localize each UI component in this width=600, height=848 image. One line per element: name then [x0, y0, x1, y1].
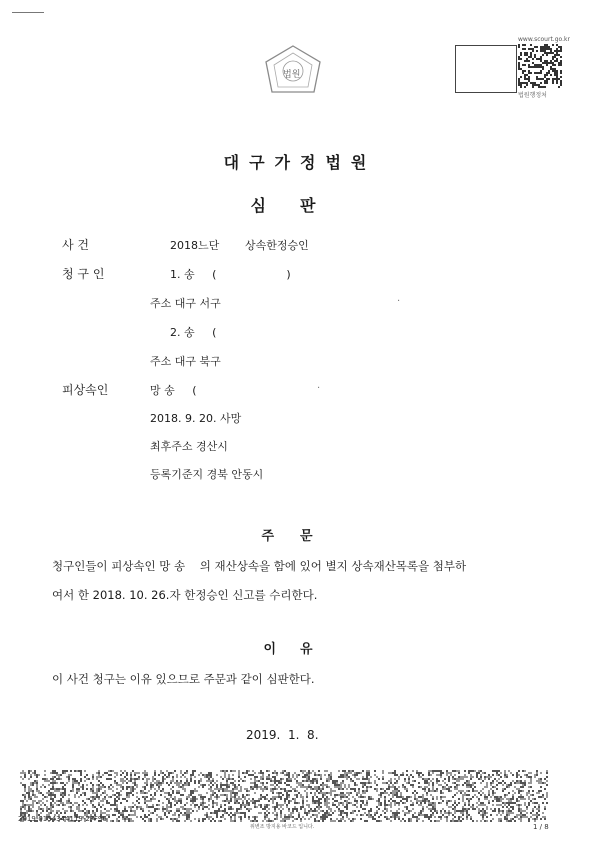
- redaction-mark: ·: [317, 383, 321, 394]
- top-edge-mark: [12, 12, 44, 13]
- reason-line-1: 이 사건 청구는 이유 있으므로 주문과 같이 심판한다.: [52, 672, 315, 686]
- seal-label: 법원: [283, 70, 301, 80]
- claimant-1-address: 주소 대구 서구: [150, 297, 221, 310]
- case-label: 사 건: [62, 238, 89, 252]
- claimant-1: 1. 송 ( ): [170, 268, 291, 281]
- case-number: 2018느단: [170, 239, 220, 252]
- deceased-label: 피상속인: [62, 383, 109, 397]
- case-name: 상속한정승인: [245, 239, 309, 252]
- claimant-2: 2. 송 (: [170, 326, 217, 339]
- qr-caption: 법원행정처: [518, 92, 547, 99]
- registration-base: 등록기준지 경북 안동시: [150, 468, 264, 481]
- court-name: 대구가정법원: [223, 153, 377, 172]
- last-address: 최후주소 경산시: [150, 440, 228, 453]
- claimant-label: 청 구 인: [62, 267, 105, 281]
- order-line-2: 여서 한 2018. 10. 26.자 한정승인 신고를 수리한다.: [52, 588, 318, 602]
- claimant-2-address: 주소 대구 북구: [150, 355, 221, 368]
- judgment-date: 2019. 1. 8.: [246, 728, 319, 742]
- barcode-note: 위변조 방지용 바코드 입니다.: [250, 824, 315, 830]
- order-heading: 주문: [261, 529, 339, 544]
- stamp-box: [455, 45, 517, 93]
- reason-text: [52, 665, 572, 694]
- document-id: 2019-0134344119-2FF96: [18, 815, 107, 823]
- page-number: 1 / 8: [533, 823, 549, 831]
- order-line-1: 청구인들이 피상속인 망 송 의 재산상속을 함에 있어 별지 상속재산목록을 첨부하: [52, 559, 467, 573]
- redaction-mark: ·: [397, 296, 401, 307]
- document-type: 심판: [250, 196, 350, 215]
- reason-heading: 이유: [263, 642, 337, 657]
- site-url: www.scourt.go.kr: [518, 36, 570, 43]
- verification-qr-icon: [518, 44, 562, 88]
- order-text: [52, 552, 572, 610]
- deceased-name: 망 송 (: [150, 384, 197, 397]
- death-date: 2018. 9. 20. 사망: [150, 412, 242, 425]
